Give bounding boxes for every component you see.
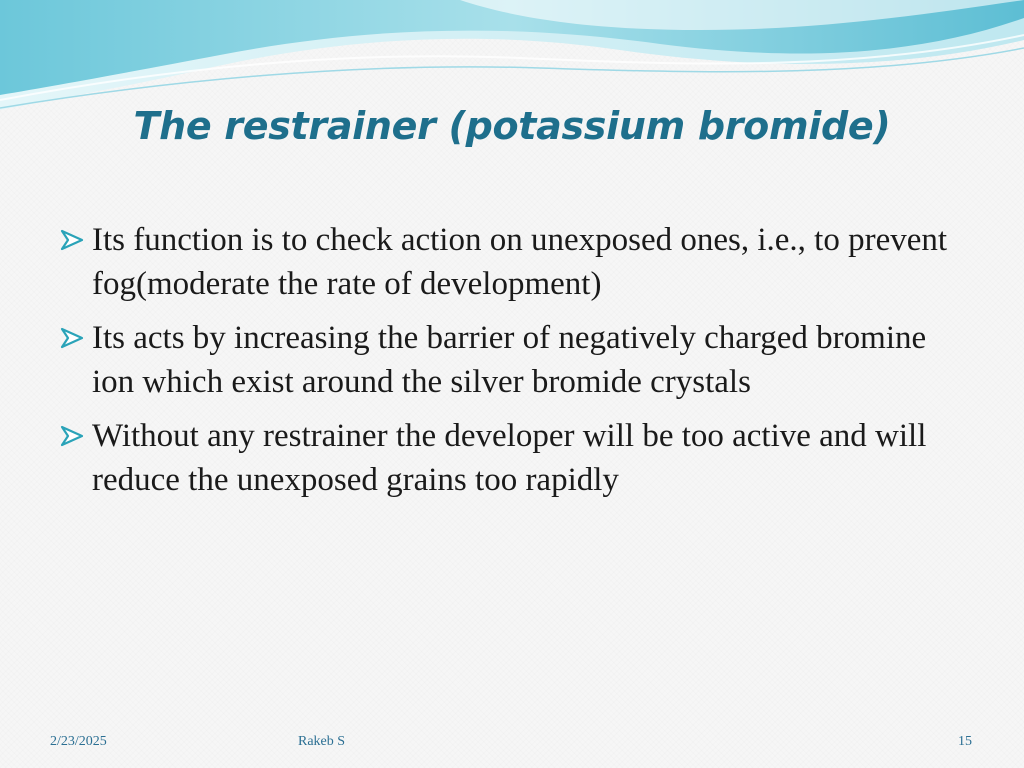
footer-page-number: 15	[958, 734, 972, 749]
arrow-bullet-icon	[60, 425, 86, 447]
bullet-text: Its function is to check action on unexposed ones, i.e., to prevent fog(moderate the rate of development)	[92, 222, 948, 302]
bullet-item	[60, 414, 960, 502]
header-wave-decoration	[0, 0, 1024, 120]
bullet-item	[60, 218, 960, 306]
slide-title: The restrainer (potassium bromide)	[133, 104, 891, 148]
bullet-list	[60, 218, 960, 512]
footer-author: Rakeb S	[298, 734, 346, 749]
footer-date: 2/23/2025	[50, 734, 107, 749]
bullet-item	[60, 316, 960, 404]
arrow-bullet-icon	[60, 229, 86, 251]
bullet-text: Its acts by increasing the barrier of negatively charged bromine ion which exist around the silver bromide crystals	[92, 320, 927, 400]
bullet-text: Without any restrainer the developer will be too active and will reduce the unexposed grains too rapidly	[92, 418, 927, 498]
arrow-bullet-icon	[60, 327, 86, 349]
